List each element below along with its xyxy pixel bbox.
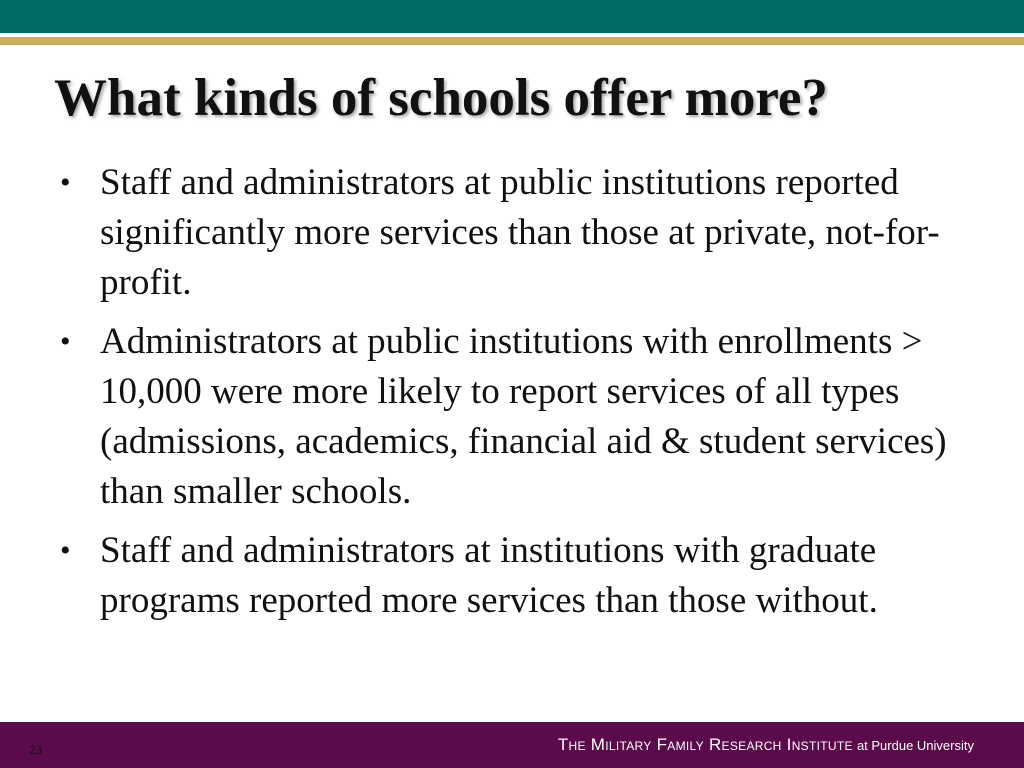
bullet-item — [58, 158, 978, 308]
bullet-text: Staff and administrators at public institutions reported significantly more services than those at private, not-for-profit. — [100, 162, 940, 303]
bullet-text: Administrators at public institutions with enrollments > 10,000 were more likely to report services of all types (admissions, academics, financial aid & student services) than smaller schools. — [100, 321, 947, 512]
institute-logo-text — [558, 735, 974, 755]
bullet-item — [58, 526, 978, 626]
bullet-item — [58, 317, 978, 517]
bullet-dot-icon: • — [60, 166, 71, 199]
top-header-bar — [0, 0, 1024, 33]
slide-number: 23 — [29, 742, 42, 757]
bullet-list — [58, 158, 978, 635]
institute-suffix: at Purdue University — [856, 738, 974, 753]
slide-title: What kinds of schools offer more? — [54, 69, 828, 127]
bullet-text: Staff and administrators at institutions with graduate programs reported more services than those without. — [100, 530, 878, 621]
institute-name: The Military Family Research Institute — [557, 735, 853, 754]
bullet-dot-icon: • — [60, 325, 71, 358]
bullet-dot-icon: • — [60, 534, 71, 567]
header-divider-gold — [0, 37, 1024, 45]
